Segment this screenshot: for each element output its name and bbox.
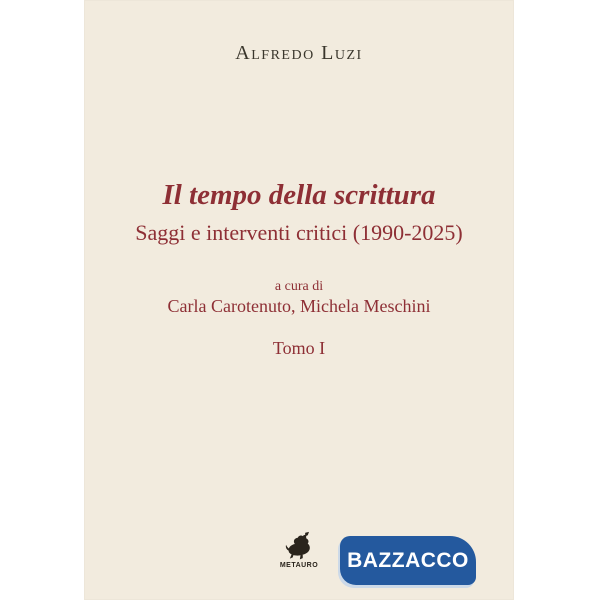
author-name: Alfredo Luzi bbox=[235, 42, 363, 64]
pegasus-logo-icon bbox=[284, 531, 314, 562]
publisher-badge bbox=[340, 536, 476, 585]
publisher-logo-label: METAURO bbox=[279, 562, 319, 569]
book-subtitle: Saggi e interventi critici (1990-2025) bbox=[135, 220, 463, 245]
book-cover bbox=[84, 0, 514, 600]
curators-names: Carla Carotenuto, Michela Meschini bbox=[167, 296, 431, 316]
publisher-badge-label: BAZZACCO bbox=[347, 548, 469, 572]
book-title: Il tempo della scrittura bbox=[162, 179, 436, 211]
curator-intro: a cura di bbox=[274, 279, 324, 294]
publisher-logo bbox=[277, 531, 321, 569]
volume-label: Tomo I bbox=[272, 338, 326, 358]
